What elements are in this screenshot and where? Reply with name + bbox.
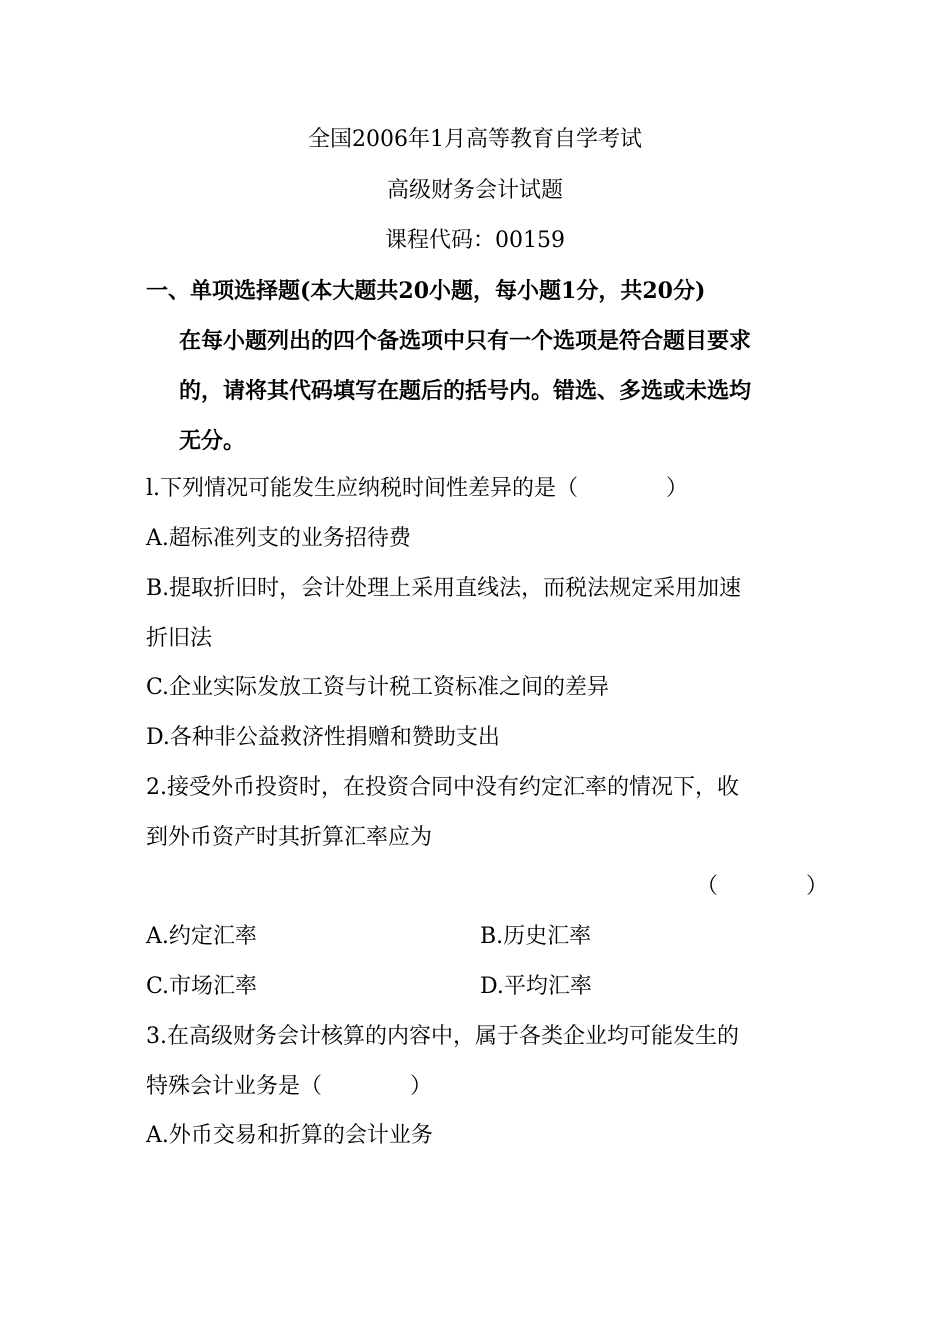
question-2-stem: 2.接受外币投资时，在投资合同中没有约定汇率的情况下，收 <box>146 775 739 800</box>
instructions-line-2: 的，请将其代码填写在题后的括号内。错选、多选或未选均 <box>179 378 752 404</box>
exam-title: 全国2006年1月高等教育自学考试 <box>308 127 642 152</box>
section-heading: 一、单项选择题(本大题共20小题，每小题1分，共20分) <box>146 278 706 304</box>
question-1-option-d: D.各种非公益救济性捐赠和赞助支出 <box>146 725 500 750</box>
question-1-option-c: C.企业实际发放工资与计税工资标准之间的差异 <box>146 675 610 700</box>
question-2-option-b: B.历史汇率 <box>480 924 592 949</box>
question-3-stem: 3.在高级财务会计核算的内容中，属于各类企业均可能发生的 <box>146 1024 739 1049</box>
question-1-option-b: B.提取折旧时，会计处理上采用直线法，而税法规定采用加速 <box>146 576 742 601</box>
instructions-line-1: 在每小题列出的四个备选项中只有一个选项是符合题目要求 <box>179 328 752 354</box>
question-1-option-a: A.超标准列支的业务招待费 <box>146 526 411 551</box>
question-3-stem-continued: 特殊会计业务是（ ） <box>146 1074 433 1099</box>
question-2-option-a: A.约定汇率 <box>146 924 257 949</box>
instructions-line-3: 无分。 <box>179 428 246 454</box>
question-2-stem-continued: 到外币资产时其折算汇率应为 <box>146 825 433 850</box>
question-2-option-c: C.市场汇率 <box>146 974 258 999</box>
course-code: 课程代码：00159 <box>385 228 565 253</box>
subject-title: 高级财务会计试题 <box>386 178 563 203</box>
question-3-option-a: A.外币交易和折算的会计业务 <box>146 1123 433 1148</box>
question-2-answer-bracket: （ ） <box>696 874 829 899</box>
question-2-option-d: D.平均汇率 <box>480 974 592 999</box>
question-1-stem: l.下列情况可能发生应纳税时间性差异的是（ ） <box>146 476 689 501</box>
question-1-option-b-continued: 折旧法 <box>146 626 213 651</box>
